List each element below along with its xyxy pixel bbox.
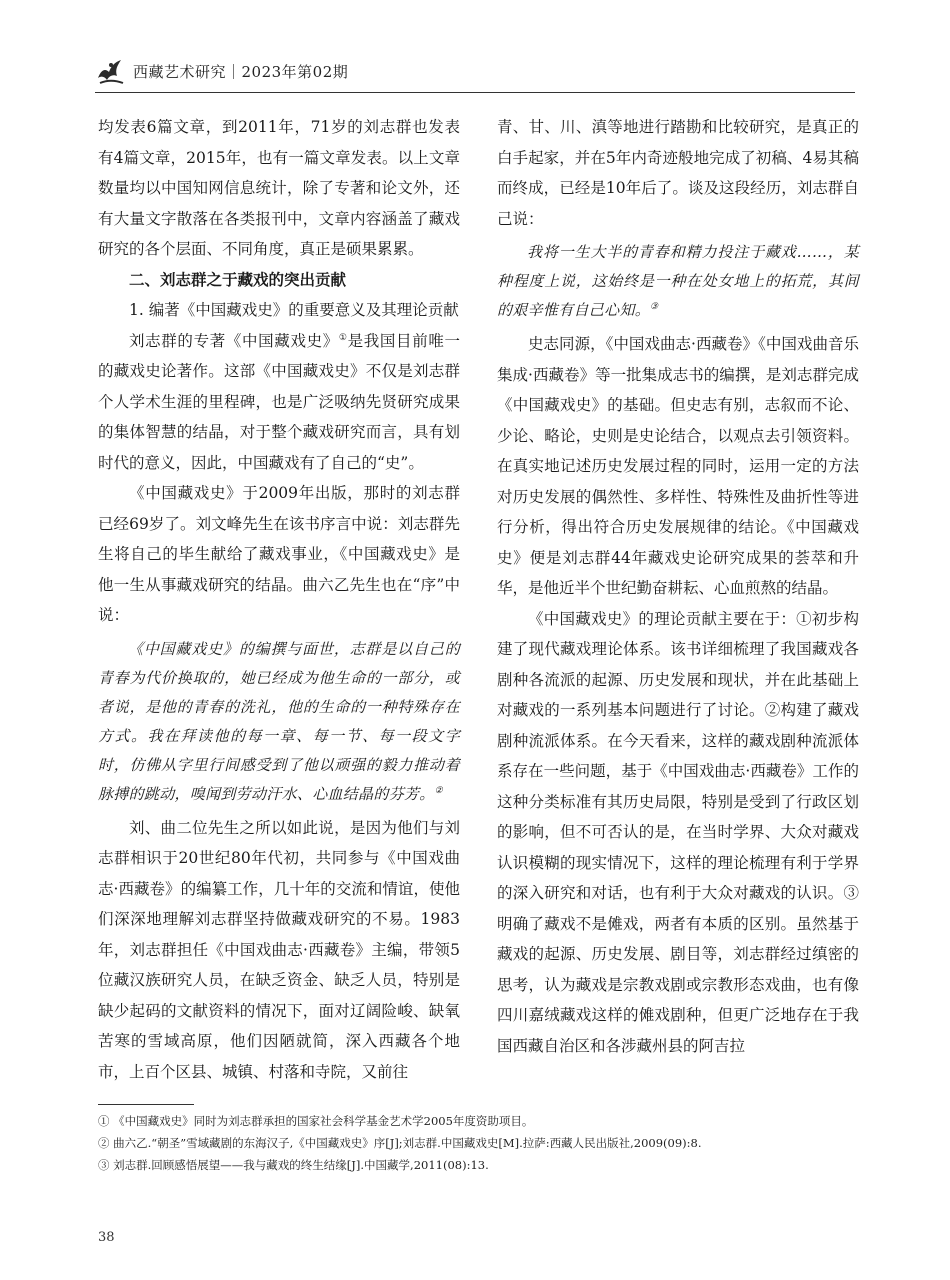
paragraph: 均发表6篇文章，到2011年，71岁的刘志群也发表有4篇文章，2015年，也有一篇文章发表。以上文章数量均以中国知网信息统计，除了专著和论文外，还有大量文字散落在各类报刊中，文章内容涵盖了藏戏研究的各个层面、不同角度，真正是硕果累累。 xyxy=(98,118,460,258)
paragraph: 《中国藏戏史》于2009年出版，那时的刘志群已经69岁了。刘文峰先生在该书序言中说：刘志群先生将自己的毕生献给了藏戏事业，《中国藏戏史》是他一生从事藏戏研究的结晶。曲六乙先生也在“序”中说： xyxy=(98,484,460,624)
footnote: ① 《中国藏戏史》同时为刘志群承担的国家社会科学基金艺术学2005年度资助项目。 xyxy=(98,1114,534,1128)
footnote-ref: ③ xyxy=(650,302,659,312)
text-span: 刘志群的专著《中国藏戏史》 xyxy=(129,331,339,350)
text-span: 是我国目前唯一的藏戏史论著作。这部《中国藏戏史》不仅是刘志群个人学术生涯的里程碑，也是广泛吸纳先贤研究成果的集体智慧的结晶，对于整个藏戏研究而言，具有划时代的意义，因此，中国藏戏有了自己的“史”。 xyxy=(98,331,460,472)
section-heading: 二、刘志群之于藏戏的突出贡献 xyxy=(129,270,347,289)
footnote-ref: ② xyxy=(434,785,443,796)
paragraph: 史志同源，《中国戏曲志·西藏卷》《中国戏曲音乐集成·西藏卷》等一批集成志书的编撰，是刘志群完成《中国藏戏史》的基础。但史志有别，志叙而不论、少论、略论，史则是史论结合，以观点去引领资料。在真实地记述历史发展过程的同时，运用一定的方法对历史发展的偶然性、多样性、特殊性及曲折性等进行分析，得出符合历史发展规律的结论。《中国藏戏史》便是刘志群44年藏戏史论研究成果的荟萃和升华，是他近半个世纪勤奋耕耘、心血煎熬的结晶。 xyxy=(497,335,859,597)
footnote-divider xyxy=(98,1104,194,1105)
header-divider xyxy=(95,92,855,93)
footnote-ref: ① xyxy=(338,332,348,343)
right-column xyxy=(497,112,859,1061)
quote-text: 《中国藏戏史》的编撰与面世，志群是以自己的青春为代价换取的，她已经成为他生命的一部分，或者说，是他的青春的洗礼，他的生命的一种特殊存在方式。我在拜读他的每一章、每一节、每一段文字时，仿佛从字里行间感受到了他以顽强的毅力推动着脉搏的跳动，嗅闻到劳动汗水、心血结晶的芬芳。 xyxy=(98,639,460,803)
footnote: ② 曲六乙.“朝圣”雪域藏剧的东海汉子,《中国藏戏史》序[J];刘志群.中国藏戏史[M].拉萨:西藏人民出版社,2009(09):8. xyxy=(98,1136,702,1150)
block-quote xyxy=(497,238,859,325)
paragraph xyxy=(98,326,460,479)
journal-issue-title: 西藏艺术研究｜2023年第02期 xyxy=(133,62,349,81)
journal-logo-icon xyxy=(95,56,127,86)
paragraph: 《中国藏戏史》的理论贡献主要在于：①初步构建了现代藏戏理论体系。该书详细梳理了我国藏戏各剧种各流派的起源、历史发展和现状，并在此基础上对藏戏的一系列基本问题进行了讨论。②构建了藏戏剧种流派体系。在今天看来，这样的藏戏剧种流派体系存在一些问题，基于《中国戏曲志·西藏卷》工作的这种分类标准有其历史局限，特别是受到了行政区划的影响，但不可否认的是，在当时学界、大众对藏戏认识模糊的现实情况下，这样的理论梳理有利于学界的深入研究和对话，也有利于大众对藏戏的认识。③明确了藏戏不是傩戏，两者有本质的区别。虽然基于藏戏的起源、历史发展、剧目等，刘志群经过缜密的思考，认为藏戏是宗教戏剧或宗教形态戏曲，也有像四川嘉绒藏戏这样的傩戏剧种，但更广泛地存在于我国西藏自治区和各涉藏州县的阿吉拉 xyxy=(497,609,859,1055)
block-quote xyxy=(98,635,460,809)
quote-text: 我将一生大半的青春和精力投注于藏戏……，某种程度上说，这始终是一种在处女地上的拓荒，其间的艰辛惟有自己心知。 xyxy=(497,243,859,319)
paragraph: 刘、曲二位先生之所以如此说，是因为他们与刘志群相识于20世纪80年代初，共同参与《中国戏曲志·西藏卷》的编纂工作，几十年的交流和情谊，使他们深深地理解刘志群坚持做藏戏研究的不易。1983年，刘志群担任《中国戏曲志·西藏卷》主编，带领5位藏汉族研究人员，在缺乏资金、缺乏人员，特别是缺少起码的文献资料的情况下，面对辽阔险峻、缺氧苦寒的雪域高原，他们因陋就简，深入西藏各个地市，上百个区县、城镇、村落和寺院，又前往 xyxy=(98,818,460,1081)
page-number: 38 xyxy=(98,1230,115,1245)
subsection-heading: 1. 编著《中国藏戏史》的重要意义及其理论贡献 xyxy=(129,301,459,319)
page-header xyxy=(95,56,348,86)
footnote: ③ 刘志群.回顾感悟展望——我与藏戏的终生结缘[J].中国藏学,2011(08):13. xyxy=(98,1158,489,1172)
footnotes xyxy=(98,1110,858,1176)
left-column xyxy=(98,112,460,1087)
paragraph: 青、甘、川、滇等地进行踏勘和比较研究，是真正的白手起家，并在5年内奇迹般地完成了初稿、4易其稿而终成，已经是10年后了。谈及这段经历，刘志群自己说： xyxy=(497,118,859,228)
